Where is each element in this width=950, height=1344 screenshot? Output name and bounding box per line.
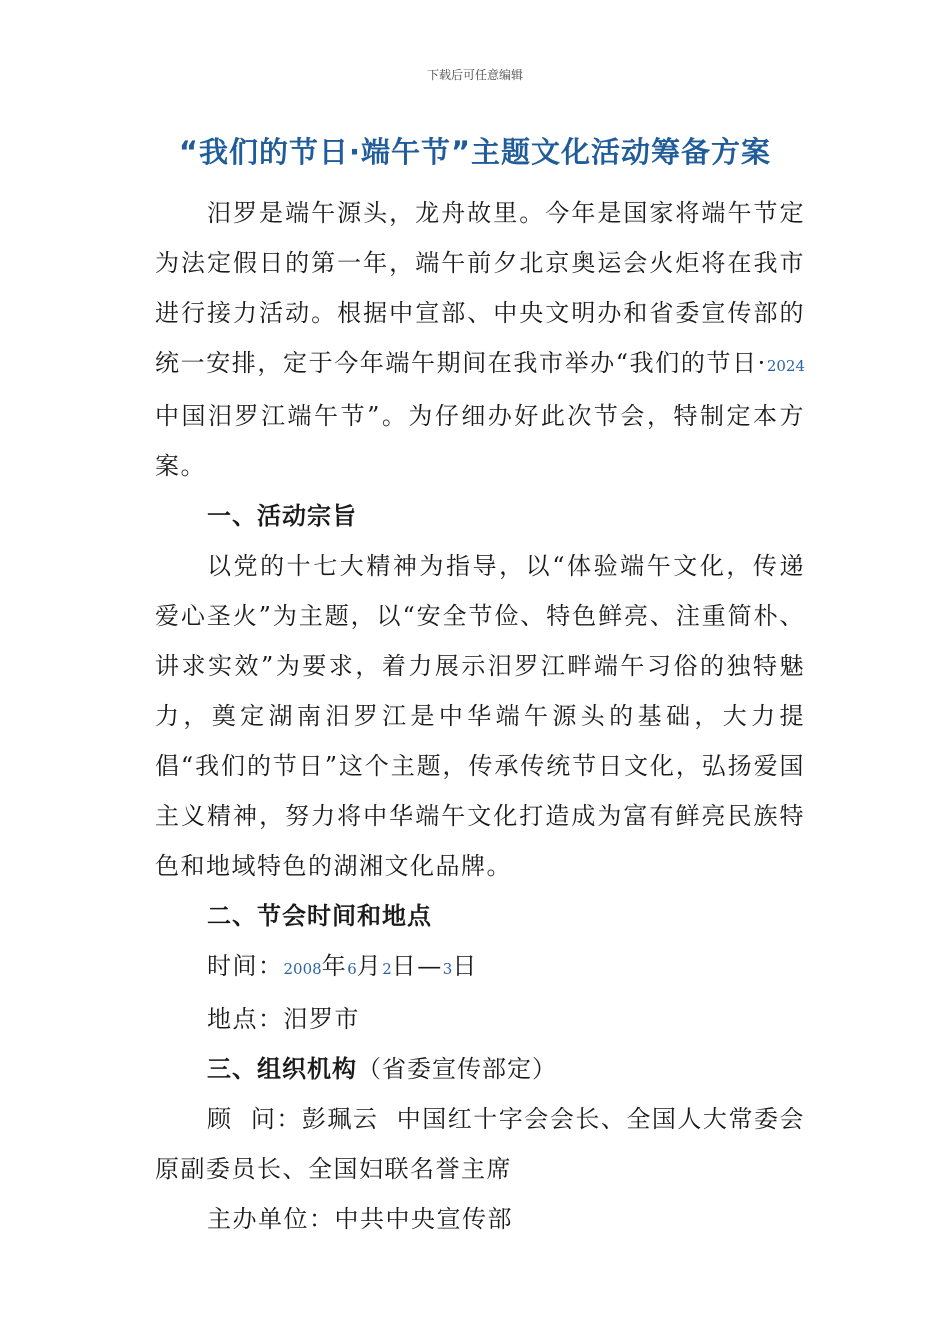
host-label: 主办单位： <box>207 1205 335 1233</box>
place-line <box>155 994 805 1044</box>
time-day-unit: 日— <box>391 952 443 980</box>
advisor-label: 顾 问： <box>207 1105 302 1133</box>
intro-text-part2: 中国汨罗江端午节”。为仔细办好此次节会，特制定本方案。 <box>155 402 805 480</box>
time-month-unit: 月 <box>356 952 383 980</box>
time-day-start: 2 <box>382 960 392 978</box>
time-line <box>155 941 805 994</box>
section1-paragraph: 以党的十七大精神为指导，以“体验端午文化，传递爱心圣火”为主题，以“安全节俭、特色鲜亮、注重简朴、讲求实效”为要求，着力展示汨罗江畔端午习俗的独特魅力，奠定湖南汨罗江是中华端午源头的基础，大力提倡“我们的节日”这个主题，传承传统节日文化，弘扬爱国主义精神，努力将中华端午文化打造成为富有鲜亮民族特色和地域特色的湖湘文化品牌。 <box>155 552 805 880</box>
document-title: “我们的节日·端午节”主题文化活动筹备方案 <box>178 135 772 169</box>
place-label: 地点： <box>207 1005 284 1033</box>
section3-heading <box>155 1044 805 1094</box>
header-note: 下载后可任意编辑 <box>426 68 523 82</box>
section3-heading-text: 三、组织机构 <box>207 1055 357 1083</box>
intro-year: 2024 <box>766 357 805 375</box>
section1-heading: 一、活动宗旨 <box>207 502 357 530</box>
time-year-unit: 年 <box>321 952 348 980</box>
time-year: 2008 <box>283 960 322 978</box>
intro-text-part1: 汨罗是端午源头，龙舟故里。今年是国家将端午节定为法定假日的第一年，端午前夕北京奥运会火炬将在我市进行接力活动。根据中宣部、中央文明办和省委宣传部的统一安排，定于今年端午期间在我市举办“我们的节日· <box>155 199 805 377</box>
time-month: 6 <box>347 960 357 978</box>
time-day-end: 3 <box>442 960 453 978</box>
advisor-paragraph <box>155 1094 805 1194</box>
section3-heading-note: （省委宣传部定） <box>357 1055 557 1083</box>
host-value: 中共中央宣传部 <box>334 1205 513 1233</box>
intro-paragraph <box>155 188 805 491</box>
advisor-text: 彭珮云 中国红十字会会长、全国人大常委会原副委员长、全国妇联名誉主席 <box>155 1105 805 1183</box>
host-line <box>155 1194 805 1244</box>
document-body <box>155 188 805 1244</box>
section2-heading: 二、节会时间和地点 <box>207 902 432 930</box>
time-day-end-unit: 日 <box>452 952 478 980</box>
place-value: 汨罗市 <box>283 1005 360 1033</box>
time-label: 时间： <box>207 952 284 980</box>
